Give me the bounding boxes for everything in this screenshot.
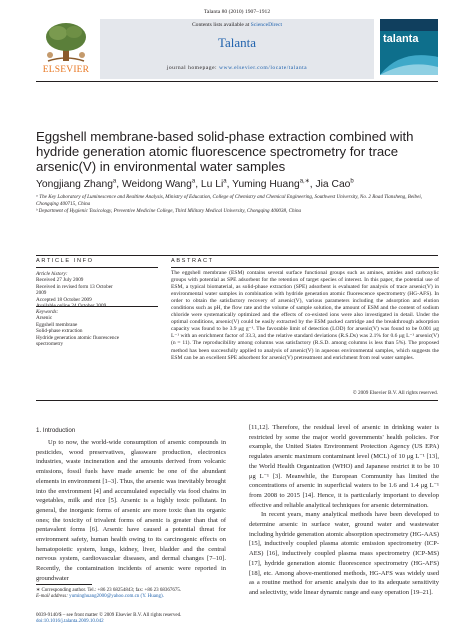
intro-right-column xyxy=(249,423,439,598)
abstract-text: The eggshell membrane (ESM) contains several surface functional groups such as amines, amides and carboxylic groups with potential as SPE adsorbent for the retention of target species of interest. In this paper, the potential use of ESM, a typical biomaterial, as solid-phase extraction (SPE) adsorbent is evaluated for analysis of trace arsenic(V) in environmental water samples in combination with hydride generation atomic fluorescence spectrometry (HG-AFS). In order to obtain the satisfactory recovery of arsenic(V), various parameters including the adsorption and elution conditions such as pH, the flow rate and the volume of sample solution, the amount of ESM and the content of sodium chloride were systematically optimized and the effects of co-existed ions were also investigated in detail. Under the optimal conditions, arsenic(V) could be easily extracted by the ESM packed cartridge and the breakthrough adsorption capacity was found to be 3.9 μg g⁻¹. The favorable limit of detection (LOD) for arsenic(V) was found to be 0.001 μg L⁻¹ with an enrichment factor of 33.3, and the relative standard deviations (R.S.Ds) was 2.1% for 0.6 μg L⁻¹ arsenic(V) (n = 11). The reproducibility among columns was satisfactory (R.S.D. among columns is less than 5%). The proposed method has been successfully applied to analysis of arsenic(V) in aqueous environmental samples, which suggests the ESM can be an excellent SPE adsorbent for arsenic(V) pretreatment and enrichment from real water samples. xyxy=(171,270,439,361)
history-online: Available online 24 October 2009 xyxy=(36,303,107,310)
affiliation-b: ᵇ Department of Hygienic Toxicology, Preventive Medicine College, Third Military Medical University, Chongqing 400038, China xyxy=(36,208,302,214)
elsevier-tree-icon xyxy=(36,19,96,65)
affiliation-a: ᵃ The Key Laboratory of Luminescence and Realtime Analysis, Ministry of Education, College of Chemistry and Chemical Engineering, Southwest University, No. 2 Road Tiansheng, Beibei, Chongqing 400715, China xyxy=(36,194,423,207)
intro-paragraph: In recent years, many analytical methods have been developed to determine arsenic in surface water, ground water and wastewater including hydride generation atomic absorption spectrometry (HG-AAS) [15], inductively coupled plasma atomic emission spectrometry (ICP-AES) [16], inductively coupled plasma mass spectrometry (ICP-MS) [17], hydride generation atomic fluorescence spectrometry (HG-AFS) [18], etc. Among above-mentioned methods, HG-AFS was widely used as a routine method for arsenic analysis due to its adequate sensitivity and selectivity, wide linear dynamic range and easy operation [19–21]. xyxy=(249,511,439,596)
author: Yuming Huang$^{a,∗}$, xyxy=(232,179,316,191)
homepage-prefix: journal homepage: xyxy=(166,65,220,71)
elsevier-logo xyxy=(36,19,96,75)
keywords-label: Keywords: xyxy=(36,309,59,315)
journal-banner xyxy=(100,19,374,79)
author: Weidong Wang$^a$, xyxy=(122,179,201,191)
article-info-heading: ARTICLE INFO xyxy=(36,258,94,264)
article-identifiers xyxy=(36,613,226,626)
author-list xyxy=(36,178,440,190)
journal-homepage xyxy=(100,65,374,71)
keyword: Eggshell membrane xyxy=(36,321,78,328)
article-history xyxy=(36,271,124,309)
top-divider xyxy=(36,255,438,256)
keyword: Arsenic xyxy=(36,315,53,322)
keyword: Hydride generation atomic fluorescence spectrometry xyxy=(36,334,120,348)
author: Jia Cao$^b$ xyxy=(315,179,354,191)
copyright-notice: © 2009 Elsevier B.V. All rights reserved. xyxy=(352,390,438,396)
corresponding-author: ∗ Corresponding author. Tel.: +86 23 68254843; fax: +86 23 68367675. xyxy=(36,588,182,593)
cover-title: talanta xyxy=(383,33,419,45)
homepage-link[interactable]: www.elsevier.com/locate/talanta xyxy=(219,65,308,71)
email-line xyxy=(36,594,226,600)
author: Lu Li$^a$, xyxy=(200,179,233,191)
history-label: Article history: xyxy=(36,271,68,277)
doi-link[interactable]: doi:10.1016/j.talanta.2009.10.042 xyxy=(36,619,104,625)
article-info-divider xyxy=(36,267,158,268)
email-label: E-mail address: xyxy=(36,594,70,600)
contents-line xyxy=(100,22,374,28)
sciencedirect-link[interactable]: ScienceDirect xyxy=(250,22,283,28)
abstract-divider xyxy=(171,267,439,268)
elsevier-wordmark: ELSEVIER xyxy=(42,65,90,75)
journal-name: Talanta xyxy=(217,35,257,50)
intro-left-column: Up to now, the world-wide consumption of arsenic compounds in pesticides, wood preservatives, glassware production, electronics industries, waste incineration and the amounts derived from volcanic emissions, fossil fuels have made arsenic be one of the abundant elements in environment [1–3]. Thus, the arsenic was inevitably brought into the environment [4] and accumulated especially via food chains in vegetables, milk and rice [5]. Arsenic is a highly toxic pollutant. In general, the inorganic forms of arsenic are more toxic than its organic ones; the toxicity of trivalent forms of arsenic is greater than that of pentavalent forms [6]. Arsenic have caused a potential threat for environment safety, human health owing to its carcinogenic effects on hematopoietic system, lungs, kidney, liver, bladder and the central nervous system, cardiovascular diseases, and dermal changes [7–10]. Recently, the contamination incidents of arsenic were reported in groundwater xyxy=(36,439,226,582)
email-link[interactable]: yuminghuang2000@yahoo.com.cn (Y. Huang). xyxy=(69,594,164,600)
author: Yongjiang Zhang$^a$, xyxy=(36,179,122,191)
history-revised: Received in revised form 13 October 2009 xyxy=(36,283,113,297)
abstract-heading: ABSTRACT xyxy=(171,258,214,264)
journal-masthead xyxy=(36,19,438,82)
cover-header-band xyxy=(380,19,438,31)
contents-prefix: Contents lists available at xyxy=(191,22,251,28)
keywords xyxy=(36,309,124,347)
running-head: Talanta 80 (2010) 1907–1912 xyxy=(203,9,271,15)
corresponding-author-footnote xyxy=(36,588,226,601)
history-received: Received 27 July 2009 xyxy=(36,277,84,284)
keywords-divider xyxy=(36,306,158,307)
intro-paragraph: [11,12]. Therefore, the residual level of arsenic in drinking water is restricted by some the major world governments' health policies. For example, the United States Environment Protection Agency (US EPA) regulates arsenic maximum contaminant level (MCL) of 10 μg L⁻¹ [13], the World Health Organization (WHO) and Japanese restrict it to be 10 μg L⁻¹ [3]. Meanwhile, the European Community has limited the concentrations of arsenic in superficial waters to be 1.6 and 1.4 μg L⁻¹ from 2008 to 2015 [14]. Hence, it is particularly important to develop effective and reliable analytical techniques for arsenic determination. xyxy=(249,424,439,509)
cover-swoosh-icon xyxy=(380,49,438,75)
journal-cover-thumbnail xyxy=(380,19,438,75)
section-heading-introduction: 1. Introduction xyxy=(36,427,76,434)
keyword: Solid-phase extraction xyxy=(36,328,83,335)
footnote-divider xyxy=(36,584,92,585)
abstract-bottom-divider xyxy=(36,400,438,401)
issn-line: 0039-9140/$ – see front matter © 2009 Elsevier B.V. All rights reserved. xyxy=(36,613,182,618)
history-accepted: Accepted 18 October 2009 xyxy=(36,296,92,303)
article-title: Eggshell membrane-based solid-phase extraction combined with hydride generation atomic fluorescence spectrometry for trace arsenic(V) in environmental water samples xyxy=(36,129,414,174)
